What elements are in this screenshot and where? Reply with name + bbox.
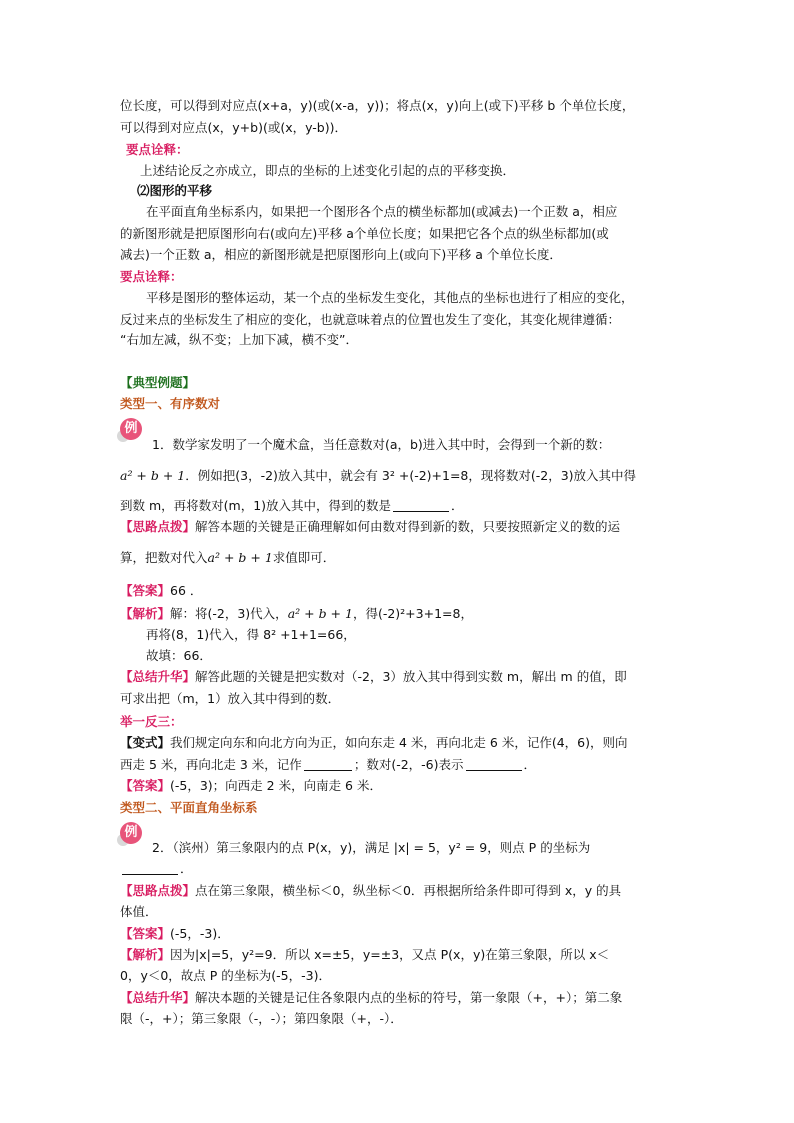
- text-line: “右加左减，纵不变；上加下减，横不变”．: [120, 332, 358, 347]
- analysis-label: 【解析】: [120, 947, 171, 962]
- text-span: ．: [523, 757, 537, 772]
- typical-examples-heading: 【典型例题】: [120, 375, 196, 390]
- answer-line: [120, 777, 382, 795]
- answer-blank: [122, 862, 178, 875]
- example-question: 2．（滨州）第三象限内的点 P(x，y)，满足 |x| = 5，y² = 9，则点 P 的坐标为: [152, 840, 591, 855]
- text-line: 位长度，可以得到对应点(x+a，y)(或(x-a，y))；将点(x，y)向上(或下)平移 b 个单位长度，: [120, 98, 635, 113]
- text-span: (-5，-3)．: [170, 926, 230, 941]
- example-question: [120, 497, 464, 515]
- text-line: 在平面直角坐标系内，如果把一个图形各个点的横坐标都加(或减去)一个正数 a，相应: [146, 204, 618, 219]
- text-span: 我们规定向东和向北方向为正，如向东走 4 米，再向北走 6 米，记作(4，6)，则向: [170, 735, 628, 750]
- text-span: 因为|x|=5，y²=9．所以 x=±5，y=±3，又点 P(x，y)在第三象限，所以 x＜: [170, 947, 610, 962]
- type-heading: 类型一、有序数对: [120, 396, 221, 411]
- text-span: 求值即可．: [272, 550, 336, 565]
- answer-label: 【答案】: [120, 583, 171, 598]
- section-title: ⑵图形的平移: [137, 183, 213, 198]
- analysis-line: [120, 605, 473, 623]
- practice-label: 举一反三：: [120, 714, 183, 729]
- math-expression: a² + b + 1: [287, 606, 353, 621]
- text-line: 反过来点的坐标发生了相应的变化，也就意味着点的位置也发生了变化，其变化规律遵循：: [120, 312, 621, 327]
- answer-line: [120, 582, 202, 600]
- text-span: 解答此题的关键是把实数对（-2，3）放入其中得到实数 m，解出 m 的值，即: [195, 669, 627, 684]
- answer-blank: [304, 758, 352, 771]
- text-line: 的新图形就是把原图形向右(或向左)平移 a个单位长度；如果把它各个点的纵坐标都加(或: [120, 226, 609, 241]
- analysis-label: 【解析】: [120, 606, 171, 621]
- answer-blank: [466, 758, 522, 771]
- text-span: ．: [180, 861, 193, 876]
- math-expression: a² + b + 1: [207, 550, 273, 565]
- text-span: 解：将(-2，3)代入，: [170, 606, 288, 621]
- text-span: 西走 5 米，再向北走 3 米，记作: [120, 757, 302, 772]
- hint-label: 【思路点拨】: [120, 519, 196, 534]
- text-line: 减去)一个正数 a，相应的新图形就是把原图形向上(或向下)平移 a 个单位长度．: [120, 247, 562, 262]
- math-expression: a² + b + 1: [120, 468, 186, 483]
- text-span: (-5，3)；向西走 2 米，向南走 6 米．: [170, 778, 382, 793]
- example-question: 1．数学家发明了一个魔术盒，当任意数对(a，b)进入其中时，会得到一个新的数：: [152, 437, 611, 452]
- hint-line: 体值．: [120, 904, 158, 919]
- text-line: 上述结论反之亦成立，即点的坐标的上述变化引起的点的平移变换．: [140, 163, 516, 178]
- summary-label: 【总结升华】: [120, 669, 196, 684]
- text-line: 可以得到对应点(x，y+b)(或(x，y-b))．: [120, 120, 347, 135]
- hint-label: 【思路点拨】: [120, 883, 196, 898]
- example-question: [120, 467, 636, 485]
- analysis-line: 0，y＜0，故点 P 的坐标为(-5，-3)．: [120, 968, 331, 983]
- text-span: ，得(-2)²+3+1=8，: [352, 606, 473, 621]
- text-span: ；数对(-2，-6)表示: [353, 757, 464, 772]
- summary-line: [120, 989, 622, 1007]
- analysis-line: [120, 946, 609, 964]
- text-span: 解答本题的关键是正确理解如何由数对得到新的数，只要按照新定义的数的运: [195, 519, 621, 534]
- answer-label: 【答案】: [120, 926, 171, 941]
- hint-line: [120, 882, 621, 900]
- example-question: [120, 860, 193, 878]
- variant-line: [120, 734, 627, 752]
- text-line: 平移是图形的整体运动，某一个点的坐标发生变化，其他点的坐标也进行了相应的变化，: [146, 290, 634, 305]
- text-span: 解决本题的关键是记住各象限内点的坐标的符号，第一象限（+，+）；第二象: [195, 990, 623, 1005]
- text-span: ．: [451, 498, 464, 513]
- answer-blank: [393, 499, 449, 512]
- text-span: 到数 m，再将数对(m，1)放入其中，得到的数是: [120, 498, 392, 513]
- example-badge-icon: 例: [120, 418, 142, 440]
- variant-label: 【变式】: [120, 735, 171, 750]
- answer-label: 【答案】: [120, 778, 171, 793]
- summary-line: 限（-，+）；第三象限（-，-）；第四象限（+，-）．: [120, 1011, 403, 1026]
- variant-line: [120, 756, 536, 774]
- example-badge-icon: 例: [120, 822, 142, 844]
- hint-line: [120, 549, 335, 567]
- summary-line: 可求出把（m，1）放入其中得到的数．: [120, 691, 341, 706]
- analysis-line: 再将(8，1)代入，得 8² +1+1=66，: [146, 627, 356, 642]
- text-span: ．例如把(3，-2)放入其中，就会有 3² +(-2)+1=8，现将数对(-2，3)放入其中得: [185, 468, 637, 483]
- summary-line: [120, 668, 627, 686]
- text-span: 算，把数对代入: [120, 550, 208, 565]
- hint-line: [120, 518, 620, 536]
- text-span: 点在第三象限，横坐标＜0，纵坐标＜0．再根据所给条件即可得到 x，y 的具: [195, 883, 622, 898]
- type-heading: 类型二、平面直角坐标系: [120, 800, 258, 815]
- key-note-label: 要点诠释：: [126, 142, 189, 157]
- key-note-label: 要点诠释：: [120, 269, 183, 284]
- text-span: 66 ．: [170, 583, 203, 598]
- summary-label: 【总结升华】: [120, 990, 196, 1005]
- answer-line: [120, 925, 230, 943]
- analysis-line: 故填：66．: [146, 648, 212, 663]
